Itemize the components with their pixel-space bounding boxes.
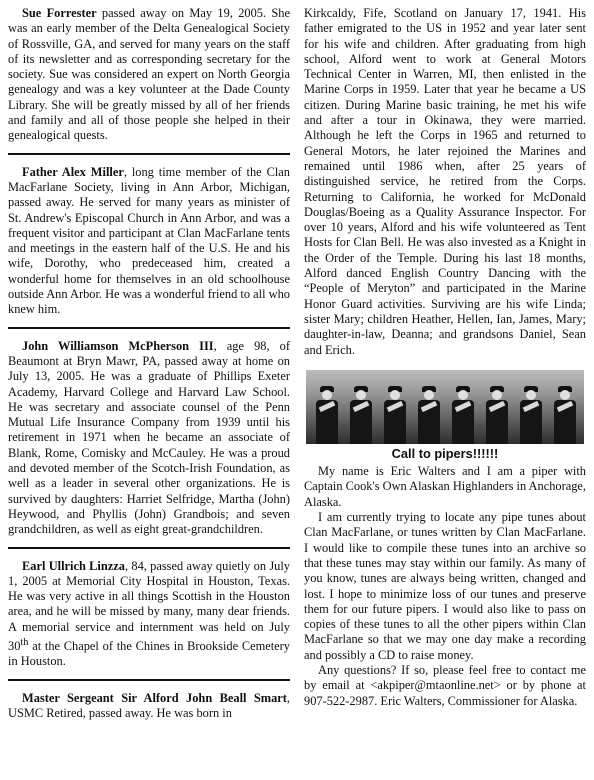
- obituary-text: , 84, passed away quietly on July 1, 2005 at Memorial City Hospital in Houston, Texas. He was very active in all things Scottish in the Houston area, and he will be missed by many, many dear friends. A memorial service and internment was held on July 30: [8, 558, 290, 654]
- obituary-text: passed away on May 19, 2005. She was an early member of the Delta Genealogical Society of Rossville, GA, and served for many years on the staff of its newsletter and as corresponding secretary for the society. Sue was considered an expert on North Georgia genealogy and was a key volunteer at the Dade County Library. She will be greatly missed by all of her friends and family and all of those people she helped in their genealogical quests.: [8, 6, 290, 143]
- article-paragraph: Any questions? If so, please feel free to contact me by email at <akpiper@mtaonline.net> or by phone at 907-522-2987. Eric Walters, Commissioner for Alaska.: [304, 662, 586, 708]
- obituary-john-mcpherson: [8, 339, 290, 538]
- obituary-name: Father Alex Miller: [22, 164, 124, 179]
- article-paragraph: I am currently trying to locate any pipe tunes about Clan MacFarlane, or tunes written by Clan MacFarlane. I would like to compile these tunes into an archive so that these tunes may stay within our family. As many of you know, tunes are always being written, changed and lost. I hope to minimize loss of our tunes and preserve them for our future pipers. I would also like to pass on copies of these tunes to all the other pipers within Clan MacFarlane so that we may one day make a recording and possibly a CD to raise money.: [304, 510, 586, 662]
- obituary-text: Kirkcaldy, Fife, Scotland on January 17, 1941. His father emigrated to the US in 1952 and year later sent for his wife and children. After graduating from high school, Alford went to work at General Motors Technical Center in Warren, MI, then enlisted in the Marine Corps in 1959. Later that year he became a US citizen. During Marine basic training, he met his wife and after a tour in Okinawa, they were married. Although he left the Corps in 1965 and returned to General Motors, he later rejoined the Marines and remained until 1986 when, after 25 years of distinguished service, he retired from the Corps. Returning to California, he worked for McDonald Douglas/Boeing as a Quality Assurance Inspector. For over 10 years, Alford and his wife volunteered as Tent Hosts for Clan Bell. He was also invested as a Knight in the Order of the Temple. During his last 18 months, Alford danced English Country Dancing with the “People of Meryton” and participated in the Marine Honor Guard activities. Surviving are his wife Linda; sister Mary; children Heather, Hellen, Ian, James, Mary; daughter-in-law, Deanna; and grandsons Daniel, Sean and Erich.: [304, 6, 586, 357]
- obituary-alford-smart: [8, 691, 290, 722]
- obituary-name: Sue Forrester: [22, 6, 97, 20]
- obituary-name: John Williamson McPherson III: [22, 338, 214, 353]
- section-divider: [8, 547, 290, 549]
- section-divider: [8, 679, 290, 681]
- obituary-name: Earl Ullrich Linzza: [22, 558, 125, 573]
- obituary-text: , long time member of the Clan MacFarlane Society, living in Ann Arbor, Michigan, passed away. He served for many years as minister of St. Andrew's Episcopal Church in Ann Arbor, and was a frequent visitor and participant at Clan MacFarlane tents and meetings in the eastern half of the U.S. He and his wife, Dorothy, who predeceased him, created a wonderful home for themselves in an old schoolhouse outside Ann Arbor. He was a wonderful friend to all who knew him.: [8, 164, 290, 317]
- ordinal-suffix: th: [20, 636, 29, 648]
- obituary-earl-linzza: [8, 559, 290, 670]
- photo-caption: Call to pipers!!!!!!: [391, 445, 499, 461]
- obituary-alex-miller: [8, 165, 290, 318]
- call-to-pipers-article: [304, 464, 586, 709]
- section-divider: [8, 327, 290, 329]
- obituary-text: at the Chapel of the Chines in Brookside Cemetery in Houston.: [8, 639, 290, 669]
- obituary-text: , USMC Retired, passed away. He was born in: [8, 690, 290, 720]
- article-paragraph: My name is Eric Walters and I am a piper with Captain Cook's Own Alaskan Highlanders in Anchorage, Alaska.: [304, 464, 587, 509]
- pipers-photo: [306, 370, 584, 444]
- obituary-name: Master Sergeant Sir Alford John Beall Smart: [22, 690, 287, 705]
- obituary-alford-smart-continued: [304, 6, 586, 358]
- section-divider: [8, 153, 290, 155]
- obituary-text: , age 98, of Beaumont at Bryn Mawr, PA, passed away at home on July 13, 2005. He was a graduate of Phillips Exeter Academy, Harvard College and Harvard Law School. He was secretary and associate counsel of the Penn Mutual Life Insurance Company from 1939 until his retirement in 1971 when he became an associate of Blank, Rome, Comisky and McCauley. He was a proud and devoted member of the Scotch-Irish Foundation, as well as a leader in several other organizations. He is survived by daughters: Harriet Selfridge, Martha (John) Heywood, and Phyllis (John) Grandbois; and seven grandchildren, as well as eight great-grandchildren.: [8, 338, 290, 537]
- obituary-sue-forrester: [8, 6, 290, 144]
- left-column: [8, 6, 290, 721]
- right-column: [304, 6, 586, 709]
